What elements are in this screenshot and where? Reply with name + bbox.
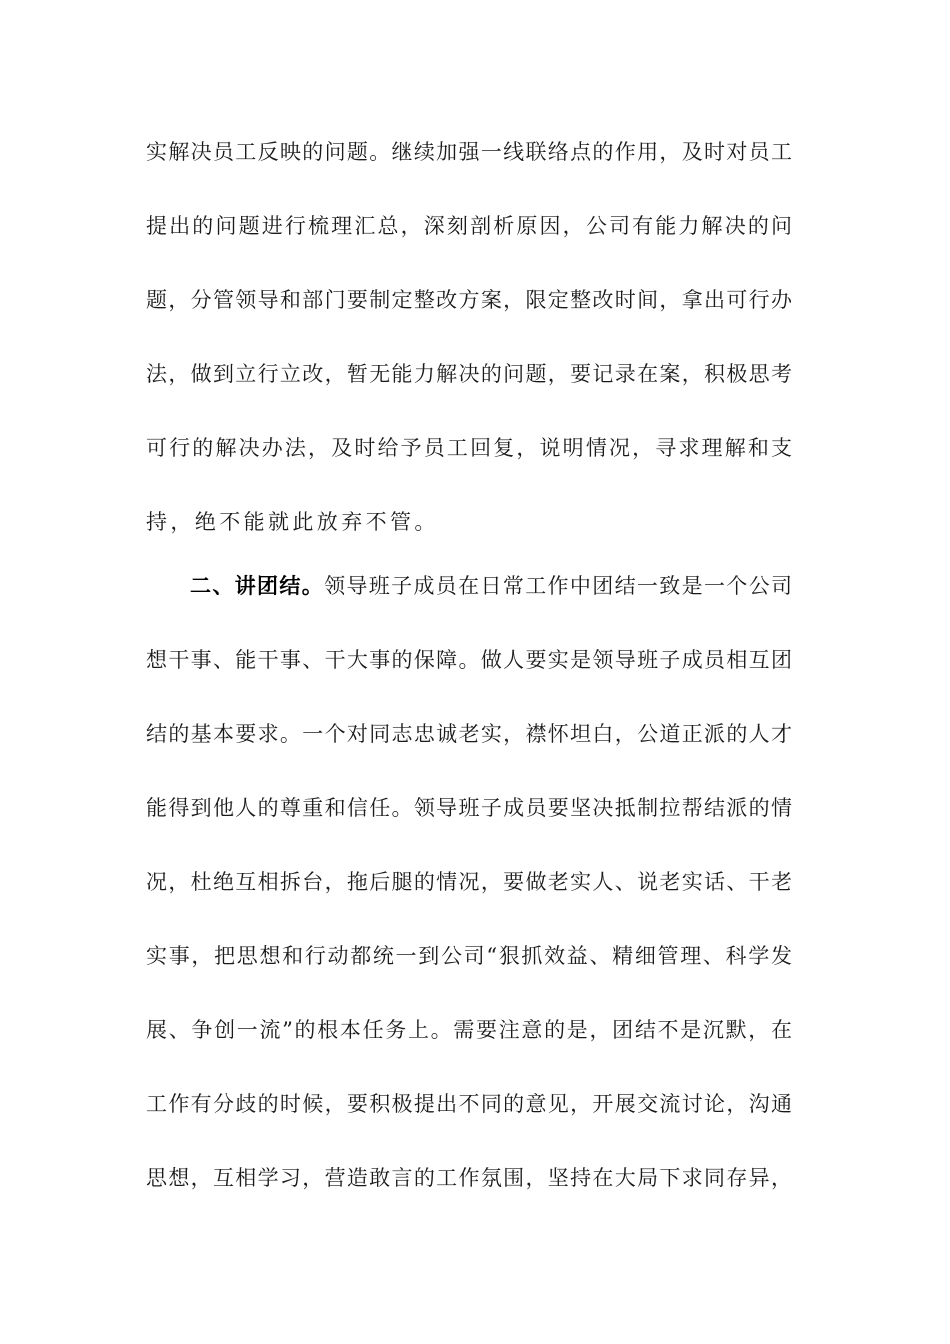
paragraph-1-line-5: 可行的解决办法，及时给予员工回复，说明情况，寻求理解和支 xyxy=(146,436,792,460)
paragraph-1-line-4: 法，做到立行立改，暂无能力解决的问题，要记录在案，积极思考 xyxy=(146,362,792,386)
paragraph-2-line-3: 结的基本要求。一个对同志忠诚老实，襟怀坦白，公道正派的人才 xyxy=(146,722,792,746)
paragraph-2-line-2: 想干事、能干事、干大事的保障。做人要实是领导班子成员相互团 xyxy=(146,648,792,672)
paragraph-2-first-line-text: 领导班子成员在日常工作中团结一致是一个公司 xyxy=(324,574,792,598)
paragraph-2-line-9: 思想，互相学习，营造敢言的工作氛围，坚持在大局下求同存异， xyxy=(146,1166,792,1190)
paragraph-2-line-7: 展、争创一流”的根本任务上。需要注意的是，团结不是沉默，在 xyxy=(146,1018,792,1042)
paragraph-1-line-1: 实解决员工反映的问题。继续加强一线联络点的作用，及时对员工 xyxy=(146,140,792,164)
paragraph-2-line-8: 工作有分歧的时候，要积极提出不同的意见，开展交流讨论，沟通 xyxy=(146,1092,792,1116)
paragraph-1-line-6: 持，绝不能就此放弃不管。 xyxy=(146,510,439,534)
paragraph-2-line-5: 况，杜绝互相拆台，拖后腿的情况，要做老实人、说老实话、干老 xyxy=(146,870,792,894)
section-heading: 二、讲团结。 xyxy=(190,573,325,598)
paragraph-1-line-3: 题，分管领导和部门要制定整改方案，限定整改时间，拿出可行办 xyxy=(146,288,792,312)
paragraph-1-line-2: 提出的问题进行梳理汇总，深刻剖析原因，公司有能力解决的问 xyxy=(146,214,792,238)
paragraph-2-line-4: 能得到他人的尊重和信任。领导班子成员要坚决抵制拉帮结派的情 xyxy=(146,796,792,820)
paragraph-2-line-6: 实事，把思想和行动都统一到公司“狠抓效益、精细管理、科学发 xyxy=(146,944,792,968)
paragraph-2-first-line xyxy=(190,566,792,606)
